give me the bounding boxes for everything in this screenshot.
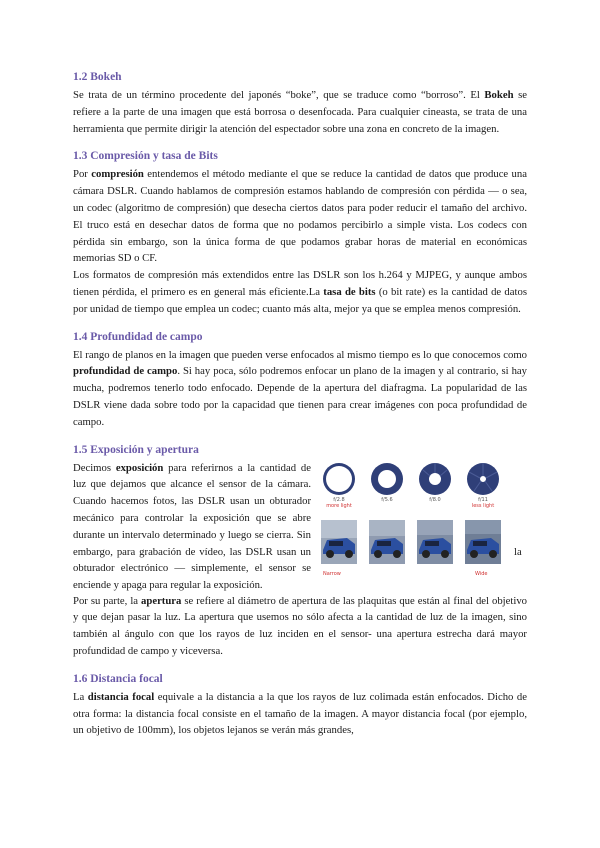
- section-exposure: [73, 443, 527, 660]
- car-image-icon: [369, 520, 405, 564]
- aperture-figure: [321, 462, 501, 580]
- car-image-icon: [465, 520, 501, 564]
- car-image-icon: [417, 520, 453, 564]
- paragraph: La distancia focal equivale a la distancia a la que los rayos de luz colimada están enfocados. Dicho de otra forma: la distancia focal consiste en el tamaño de la imagen. A mayor distancia focal (por ejemplo, un objetivo de 100mm), los objetos lejanos se verán más grandes,: [73, 690, 527, 737]
- caption-wide: Wide: [475, 570, 488, 577]
- car-photo: [465, 520, 501, 564]
- aperture-label: f/2.8: [333, 496, 345, 503]
- section-title: 1.5 Exposición y apertura: [73, 443, 199, 456]
- aperture-small-icon: [418, 462, 452, 496]
- aperture-item: [369, 462, 405, 503]
- exposure-text: [73, 460, 311, 594]
- car-photo: [369, 520, 405, 564]
- aperture-label: f/5.6: [381, 496, 393, 503]
- section-compression: [73, 149, 527, 317]
- paragraph: Por su parte, la apertura se refiere al diámetro de apertura de las plaquitas que están al final del objetivo y que dejan pasar la luz. La apertura que usemos no sólo afecta a la cantidad de luz de la imagen, sino también al ángulo con que los rayos de luz inciden en el sensor- una apertura estrecha dará mayor profundidad de campo y viceversa.: [73, 594, 528, 657]
- paragraph: Los formatos de compresión más extendidos entre las DSLR son los h.264 y MJPEG, y aunque ambos tienen pérdida, el primero es en general más eficiente.La tasa de bits (o bit rate) es la cantidad de datos por unidad de tiempo que emplea un codec; cuanto más alta, mejor ya que se emplea menos compresión.: [73, 269, 527, 315]
- section-bokeh: [73, 70, 527, 137]
- aperture-sublabel: less light: [471, 502, 495, 509]
- caption-narrow: Narrow: [323, 570, 341, 577]
- section-title: 1.3 Compresión y tasa de Bits: [73, 150, 218, 163]
- section-focal-length: [73, 672, 527, 739]
- aperture-sublabel: more light: [326, 502, 352, 509]
- aperture-item: [417, 462, 453, 503]
- exposure-block: [73, 460, 527, 593]
- aperture-label: f/11: [478, 496, 488, 503]
- aperture-open-icon: [322, 462, 356, 496]
- stray-word: la: [514, 545, 522, 558]
- section-title: 1.4 Profundidad de campo: [73, 330, 203, 343]
- section-title: 1.2 Bokeh: [73, 71, 122, 83]
- paragraph: Decimos exposición para referirnos a la cantidad de luz que dejamos que alcance el sensor de la cámara. Cuando hacemos fotos, las DSLR usan un obturador mecánico para controlar la exposición que se abre durante un intervalo determinado y luego se cierra. Sin embargo, para grabación de vídeo, las DSLR usan un obturador electrónico — simplemente, el sensor se enciende y apaga para regular la exposición.: [73, 461, 311, 592]
- car-photo: [417, 520, 453, 564]
- paragraph: El rango de planos en la imagen que pueden verse enfocados al mismo tiempo es lo que conocemos como profundidad de campo. Si hay poca, sólo podremos enfocar un plano de la imagen y al contrario, si hay mucha, podremos tenerlo todo enfocado. Depende de la apertura del diafragma. La popularidad de las DSLR viene dada sobre todo por la capacidad que tienen para crear imágenes con poca profundidad de campo.: [73, 348, 527, 428]
- section-title: 1.6 Distancia focal: [73, 672, 163, 685]
- aperture-item: [465, 462, 501, 509]
- paragraph: Por compresión entendemos el método mediante el que se reduce la cantidad de datos que produce una cámara DSLR. Cuando hablamos de compresión estamos hablando de compresión con pérdida — o sea, un codec (algoritmo de compresión) que desecha ciertos datos para poder reducir el tamaño del archivo. El truco está en desechar datos de forma que no podamos percibirlo a simple vista. Los codecs con pérdida sin embargo, son la única forma de que podamos grabar horas de material en económicas memorias SD o CF.: [73, 168, 527, 265]
- section-depth-of-field: [73, 330, 527, 431]
- car-photo: [321, 520, 357, 564]
- aperture-medium-icon: [370, 462, 404, 496]
- car-image-icon: [321, 520, 357, 564]
- aperture-label: f/8.0: [429, 496, 441, 503]
- aperture-item: [321, 462, 357, 509]
- document-page: [73, 70, 527, 751]
- aperture-closed-icon: [466, 462, 500, 496]
- paragraph: Se trata de un término procedente del japonés “boke”, que se traduce como “borroso”. El Bokeh se refiere a la parte de una imagen que está borrosa o desenfocada. Para cualquier cineasta, se trata de una herramienta que permite dirigir la atención del espectador sobre una zona en concreto de la imagen.: [73, 89, 527, 135]
